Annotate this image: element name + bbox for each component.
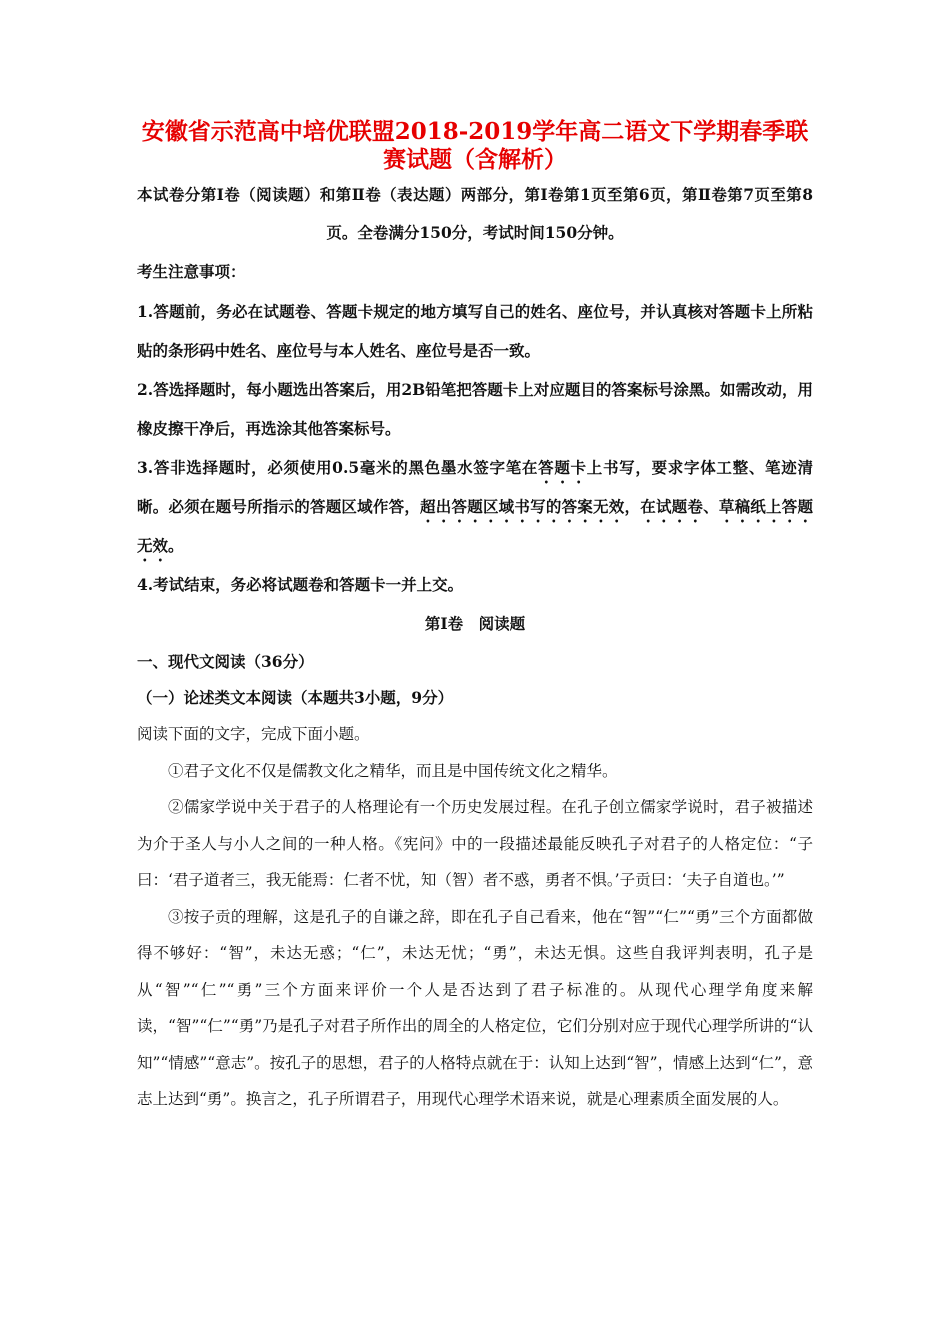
section-title: 第Ⅰ卷 阅读题 bbox=[424, 614, 526, 633]
notice-3-text: 。 bbox=[168, 536, 184, 555]
notice-item-4: 4.考试结束，务必将试题卷和答题卡一并上交。 bbox=[137, 575, 464, 594]
notice-3-text: 上书写，要求字体工整、笔迹清晰。必须在题号所指示的答题区域作答， bbox=[137, 458, 813, 516]
sub-heading: （一）论述类文本阅读（本题共3小题，9分） bbox=[137, 688, 454, 707]
notice-item-3 bbox=[137, 448, 813, 565]
notice-3-text: 3.答非选择题时，必须使用0.5毫米的黑色墨水签字笔在 bbox=[137, 458, 539, 477]
notice-item-2: 2.答选择题时，每小题选出答案后，用2B铅笔把答题卡上对应题目的答案标号涂黑。如需改动，用橡皮擦干净后，再选涂其他答案标号。 bbox=[137, 380, 813, 438]
notice-item-1: 1.答题前，务必在试题卷、答题卡规定的地方填写自己的姓名、座位号，并认真核对答题卡上所粘贴的条形码中姓名、座位号与本人姓名、座位号是否一致。 bbox=[137, 302, 813, 360]
document-title: 安徽省示范高中培优联盟2018-2019学年高二语文下学期春季联赛试题（含解析） bbox=[141, 118, 809, 173]
notice-3-emphasis-answer-card: 答题卡 bbox=[538, 458, 587, 477]
reading-instruction: 阅读下面的文字，完成下面小题。 bbox=[137, 725, 370, 743]
part-heading: 一、现代文阅读（36分） bbox=[137, 652, 314, 671]
document-page bbox=[137, 118, 813, 1118]
exam-intro: 本试卷分第Ⅰ卷（阅读题）和第Ⅱ卷（表达题）两部分，第Ⅰ卷第1页至第6页，第Ⅱ卷第7页至第8页。全卷满分150分，考试时间150分钟。 bbox=[137, 185, 813, 242]
notice-heading: 考生注意事项： bbox=[137, 262, 246, 281]
passage-paragraph-2: ②儒家学说中关于君子的人格理论有一个历史发展过程。在孔子创立儒家学说时，君子被描述为介于圣人与小人之间的一种人格。《宪问》中的一段描述最能反映孔子对君子的人格定位：“子曰：‘君子道者三，我无能焉：仁者不忧，知（智）者不惑，勇者不惧。’子贡曰：‘夫子自道也。’” bbox=[137, 798, 813, 889]
passage-paragraph-1: ①君子文化不仅是儒教文化之精华，而且是中国传统文化之精华。 bbox=[168, 761, 618, 780]
notice-3-emphasis-draft-invalid: 在试题卷、草稿纸上答题无效 bbox=[137, 497, 813, 555]
notice-3-text: ， bbox=[624, 497, 641, 516]
notice-3-emphasis-out-of-area: 超出答题区域书写的答案无效 bbox=[420, 497, 625, 516]
passage-paragraph-3: ③按子贡的理解，这是孔子的自谦之辞，即在孔子自己看来，他在“智”“仁”“勇”三个方面都做得不够好：“智”，未达无惑；“仁”，未达无忧；“勇”，未达无惧。这些自我评判表明，孔子是从“智”“仁”“勇”三个方面来评价一个人是否达到了君子标准的。从现代心理学角度来解读，“智”“仁”“勇”乃是孔子对君子所作出的周全的人格定位，它们分别对应于现代心理学所讲的“认知”“情感”“意志”。按孔子的思想，君子的人格特点就在于：认知上达到“智”，情感上达到“仁”，意志上达到“勇”。换言之，孔子所谓君子，用现代心理学术语来说，就是心理素质全面发展的人。 bbox=[137, 907, 813, 1108]
